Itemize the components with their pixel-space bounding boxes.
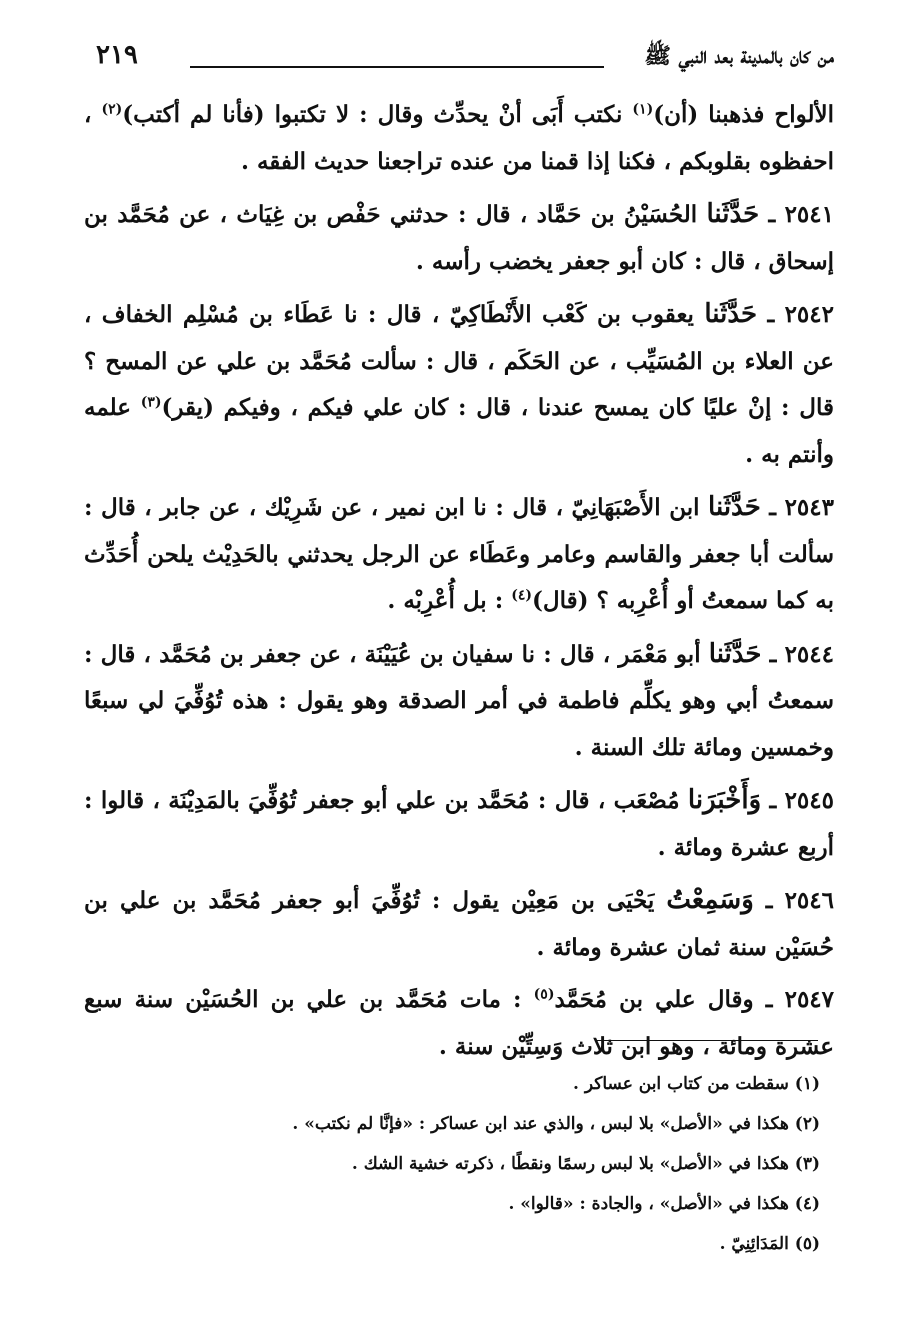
hadith-paragraph <box>84 92 834 185</box>
footnote: (١) سقطت من كتاب ابن عساكر . <box>573 1074 820 1094</box>
footnote: (٣) هكذا في «الأصل» بلا لبس رسمًا ونقطًا ، ذكرته خشية الشك . <box>351 1154 820 1174</box>
footnote: (٥) المَدَائِنِيّ . <box>719 1234 820 1254</box>
narration-keyword: حَدَّثَنا <box>708 638 762 669</box>
paragraph-text: أبو مَعْمَر ، قال : نا سفيان بن عُيَيْنَة ، عن جعفر بن مُحَمَّد ، قال : سمعتُ أبي وهو يكلِّم فاطمة في أمر الصدقة وهو يقول : هذه تُوُفِّيَ لي سبعًا وخمسين ومائة تلك السنة . <box>84 640 834 761</box>
narration-keyword: حَدَّثَنا <box>704 299 758 329</box>
body-text <box>84 92 834 1076</box>
hadith-paragraph <box>84 291 834 478</box>
hadith-number: ٢٥٤٣ ـ <box>760 494 834 521</box>
hadith-paragraph <box>84 777 834 871</box>
running-title: من كان بالمدينة بعد النبي ﷺ <box>644 43 834 69</box>
footnote-reference: (٤) <box>511 587 532 604</box>
paragraph-text: الحُسَيْنُ بن حَمَّاد ، قال : حدثني حَفْص بن غِيَاث ، عن مُحَمَّد بن إسحاق ، قال : كان أبو جعفر يخضب رأسه . <box>84 201 834 275</box>
hadith-number: ٢٥٤٥ ـ <box>761 787 834 814</box>
hadith-paragraph <box>84 191 834 285</box>
narration-keyword: وَأَخْبَرَنا <box>687 785 762 815</box>
narration-keyword: حَدَّثَنا <box>708 492 761 522</box>
paragraph-text: يَحْيَى بن مَعِيْن يقول : تُوُفِّيَ أبو جعفر مُحَمَّد بن علي بن حُسَيْن سنة ثمان عشرة ومائة . <box>84 887 834 961</box>
footnotes <box>200 1064 820 1264</box>
hadith-number: ٢٥٤٢ ـ <box>757 301 834 328</box>
hadith-paragraph <box>84 877 834 971</box>
footnote: (٢) هكذا في «الأصل» بلا لبس ، والذي عند ابن عساكر : «فإنَّا لم نكتب» . <box>292 1114 820 1134</box>
paragraph-text: يعقوب بن كَعْب الأَنْطَاكِيّ ، قال : نا عَطَاء بن مُسْلِم الخفاف ، عن العلاء بن المُسَيِّب ، عن الحَكَم ، قال : سألت مُحَمَّد بن علي عن المسح ؟ قال : إنْ عليًا كان يمسح عندنا ، قال : كان علي فيكم ، وفيكم (يقر) <box>84 301 834 421</box>
header-rule <box>190 66 604 68</box>
paragraph-text: : بل أُعْرِبْه . <box>387 587 512 614</box>
hadith-paragraph <box>84 631 834 772</box>
hadith-paragraph <box>84 977 834 1070</box>
paragraph-text: الألواح فذهبنا (أن) <box>653 101 835 128</box>
paragraph-text: وقال علي بن مُحَمَّد <box>554 986 754 1013</box>
footnote-reference: (٥) <box>533 986 555 1003</box>
hadith-paragraph <box>84 484 834 625</box>
hadith-number: ٢٥٤٧ ـ <box>753 986 835 1013</box>
paragraph-text: مُصْعَب ، قال : مُحَمَّد بن علي أبو جعفر تُوُفِّيَ بالمَدِيْنَة ، قالوا : أربع عشرة ومائة . <box>84 787 834 861</box>
footnote: (٤) هكذا في «الأصل» ، والجادة : «قالوا» . <box>508 1194 820 1214</box>
narration-keyword: وَسَمِعْتُ <box>666 885 754 915</box>
paragraph-text: نكتب أَبَى أنْ يحدِّث وقال : لا تكتبوا (فأنا لم أكتب) <box>122 101 633 128</box>
hadith-number: ٢٥٤١ ـ <box>759 201 834 228</box>
paragraph-text: ابن الأَصْبَهَانِيّ ، قال : نا ابن نمير ، عن شَرِيْك ، عن جابر ، قال : سألت أبا جعفر والقاسم وعامر وعَطَاء عن الرجل يحدثني بالحَدِيْث يلحن أُحَدِّث به كما سمعتُ أو أُعْرِبه ؟ (قال) <box>84 494 834 614</box>
paragraph-text: ، احفظوه بقلوبكم ، فكنا إذا قمنا من عنده تراجعنا حديث الفقه . <box>84 101 834 175</box>
footnote-reference: (٣) <box>140 394 162 411</box>
paragraph-text: : مات مُحَمَّد بن علي بن الحُسَيْن سنة سبع عشرة ومائة ، وهو ابن ثلاث وَسِتِّيْن سنة . <box>84 986 834 1060</box>
narration-keyword: حَدَّثَنا <box>706 199 760 229</box>
footnote-rule <box>596 1040 818 1041</box>
page-number: ٢١٩ <box>96 40 138 70</box>
hadith-number: ٢٥٤٦ ـ <box>753 887 834 914</box>
footnote-reference: (٢) <box>101 101 123 118</box>
footnote-reference: (١) <box>632 101 654 118</box>
hadith-number: ٢٥٤٤ ـ <box>761 640 834 668</box>
page-header <box>90 38 834 78</box>
paragraph-text: علمه وأنتم به . <box>84 394 834 468</box>
